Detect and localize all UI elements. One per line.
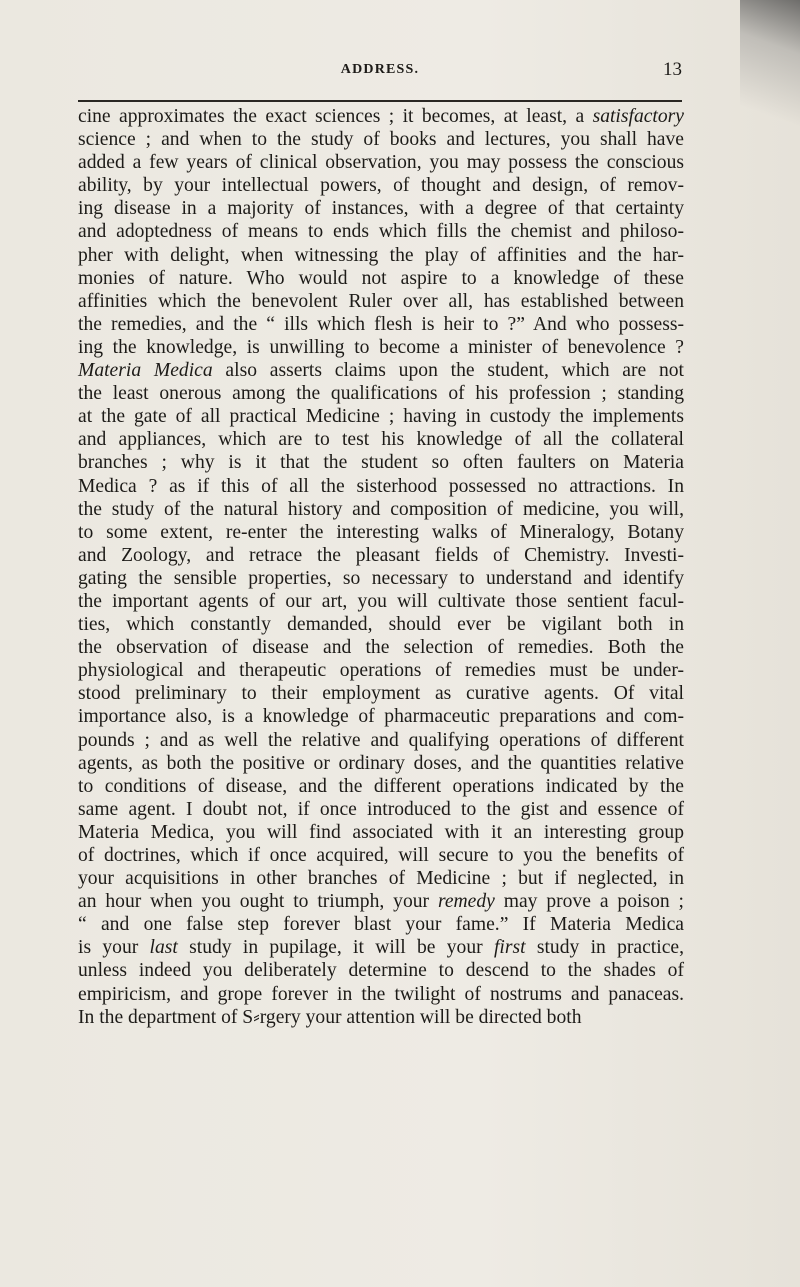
text-line	[78, 336, 684, 359]
text-line	[78, 936, 684, 959]
text-line	[78, 682, 684, 705]
text-run: the least onerous among the qualifications of his profession ; standing	[78, 383, 684, 405]
text-run: stood preliminary to their employment as curative agents. Of vital	[78, 683, 684, 705]
text-run: same agent. I doubt not, if once introduced to the gist and essence of	[78, 798, 684, 820]
text-run: the important agents of our art, you will cultivate those sentient facul-	[78, 590, 684, 612]
text-run: study in pupilage, it will be your	[177, 937, 494, 959]
text-run: pher with delight, when witnessing the play of affinities and the har-	[78, 244, 684, 266]
text-line	[78, 405, 684, 428]
text-line	[78, 498, 684, 521]
text-line	[78, 151, 684, 174]
text-run: and Zoology, and retrace the pleasant fields of Chemistry. Investi-	[78, 544, 684, 566]
text-run: your acquisitions in other branches of Medicine ; but if neglected, in	[78, 868, 684, 890]
text-line	[78, 752, 684, 775]
text-run: ing disease in a majority of instances, with a degree of that certainty	[78, 198, 684, 220]
text-run: to some extent, re-enter the interesting walks of Mineralogy, Botany	[78, 521, 684, 543]
text-run: unless indeed you deliberately determine to descend to the shades of	[78, 960, 684, 982]
body-text	[78, 105, 684, 1029]
text-run: gating the sensible properties, so necessary to understand and identify	[78, 567, 684, 589]
text-run: may prove a poison ;	[494, 891, 684, 913]
text-run: ing the knowledge, is unwilling to become a minister of benevolence ?	[78, 336, 684, 358]
italic-run: last	[149, 937, 178, 959]
text-line	[78, 983, 684, 1006]
italic-run: satisfactory	[592, 106, 684, 127]
text-line	[78, 567, 684, 590]
text-line	[78, 128, 684, 151]
text-run: ability, by your intellectual powers, of thought and design, of remov-	[78, 175, 684, 197]
text-run: physiological and therapeutic operations of remedies must be under-	[78, 660, 684, 682]
text-run: the observation of disease and the selection of remedies. Both the	[78, 637, 684, 659]
text-run: at the gate of all practical Medicine ; having in custody the implements	[78, 406, 684, 428]
text-line	[78, 636, 684, 659]
text-run: and appliances, which are to test his knowledge of all the collateral	[78, 429, 684, 451]
text-line	[78, 521, 684, 544]
page-edge-shadow	[740, 0, 800, 160]
text-run: of doctrines, which if once acquired, will secure to you the benefits of	[78, 845, 684, 866]
text-line	[78, 659, 684, 682]
text-run: the study of the natural history and composition of medicine, you will,	[78, 498, 684, 520]
text-run: and adoptedness of means to ends which fills the chemist and philoso-	[78, 221, 684, 243]
page-number: 13	[663, 59, 682, 80]
text-run: study in practice,	[525, 937, 684, 959]
text-line	[78, 959, 684, 982]
text-run: Materia Medica, you will find associated with it an interesting group	[78, 821, 684, 843]
text-line	[78, 290, 684, 313]
text-line	[78, 705, 684, 728]
text-line	[78, 197, 684, 220]
text-run: Medica ? as if this of all the sisterhood possessed no attractions. In	[78, 475, 684, 497]
page-header	[78, 59, 682, 84]
text-run: to conditions of disease, and the different operations indicated by the	[78, 775, 684, 797]
text-line	[78, 590, 684, 613]
text-line	[78, 890, 684, 913]
text-line	[78, 1006, 684, 1029]
text-line	[78, 220, 684, 243]
text-run: an hour when you ought to triumph, your	[78, 891, 438, 913]
text-line	[78, 613, 684, 636]
text-line	[78, 544, 684, 567]
text-line	[78, 244, 684, 267]
text-line	[78, 174, 684, 197]
text-line	[78, 844, 684, 867]
text-line	[78, 729, 684, 752]
text-run: also asserts claims upon the student, which are not	[212, 360, 684, 382]
text-line	[78, 267, 684, 290]
text-run: the remedies, and the “ ills which flesh is heir to ?” And who possess-	[78, 313, 684, 335]
text-run: branches ; why is it that the student so often faulters on Materia	[78, 452, 684, 474]
text-run: agents, as both the positive or ordinary doses, and the quantities relative	[78, 752, 684, 774]
italic-run: remedy	[437, 891, 495, 913]
text-line	[78, 313, 684, 336]
text-run: ties, which constantly demanded, should ever be vigilant both in	[78, 614, 684, 636]
text-run: “ and one false step forever blast your fame.” If Materia Medica	[78, 914, 684, 936]
text-line	[78, 428, 684, 451]
text-run: In the department of S⸗rgery your attention will be directed both	[78, 1006, 582, 1028]
text-line	[78, 451, 684, 474]
text-run: science ; and when to the study of books and lectures, you shall have	[78, 129, 684, 151]
text-line	[78, 359, 684, 382]
text-run: affinities which the benevolent Ruler over all, has established between	[78, 290, 684, 312]
text-line	[78, 105, 684, 128]
text-run: added a few years of clinical observation, you may possess the conscious	[78, 152, 684, 174]
running-head: ADDRESS.	[340, 62, 420, 77]
text-line	[78, 775, 684, 798]
text-run: pounds ; and as well the relative and qualifying operations of different	[78, 729, 684, 751]
text-run: monies of nature. Who would not aspire to a knowledge of these	[78, 267, 684, 289]
text-run: is your	[78, 937, 150, 959]
text-line	[78, 821, 684, 844]
text-run: cine approximates the exact sciences ; it becomes, at least, a	[78, 106, 593, 127]
italic-run: Materia Medica	[78, 360, 213, 382]
text-line	[78, 798, 684, 821]
text-line	[78, 867, 684, 890]
header-rule	[78, 100, 682, 102]
text-line	[78, 913, 684, 936]
text-line	[78, 382, 684, 405]
text-run: empiricism, and grope forever in the twilight of nostrums and panaceas.	[78, 983, 684, 1005]
italic-run: first	[493, 937, 526, 959]
text-run: importance also, is a knowledge of pharmaceutic preparations and com-	[78, 706, 684, 728]
text-line	[78, 475, 684, 498]
